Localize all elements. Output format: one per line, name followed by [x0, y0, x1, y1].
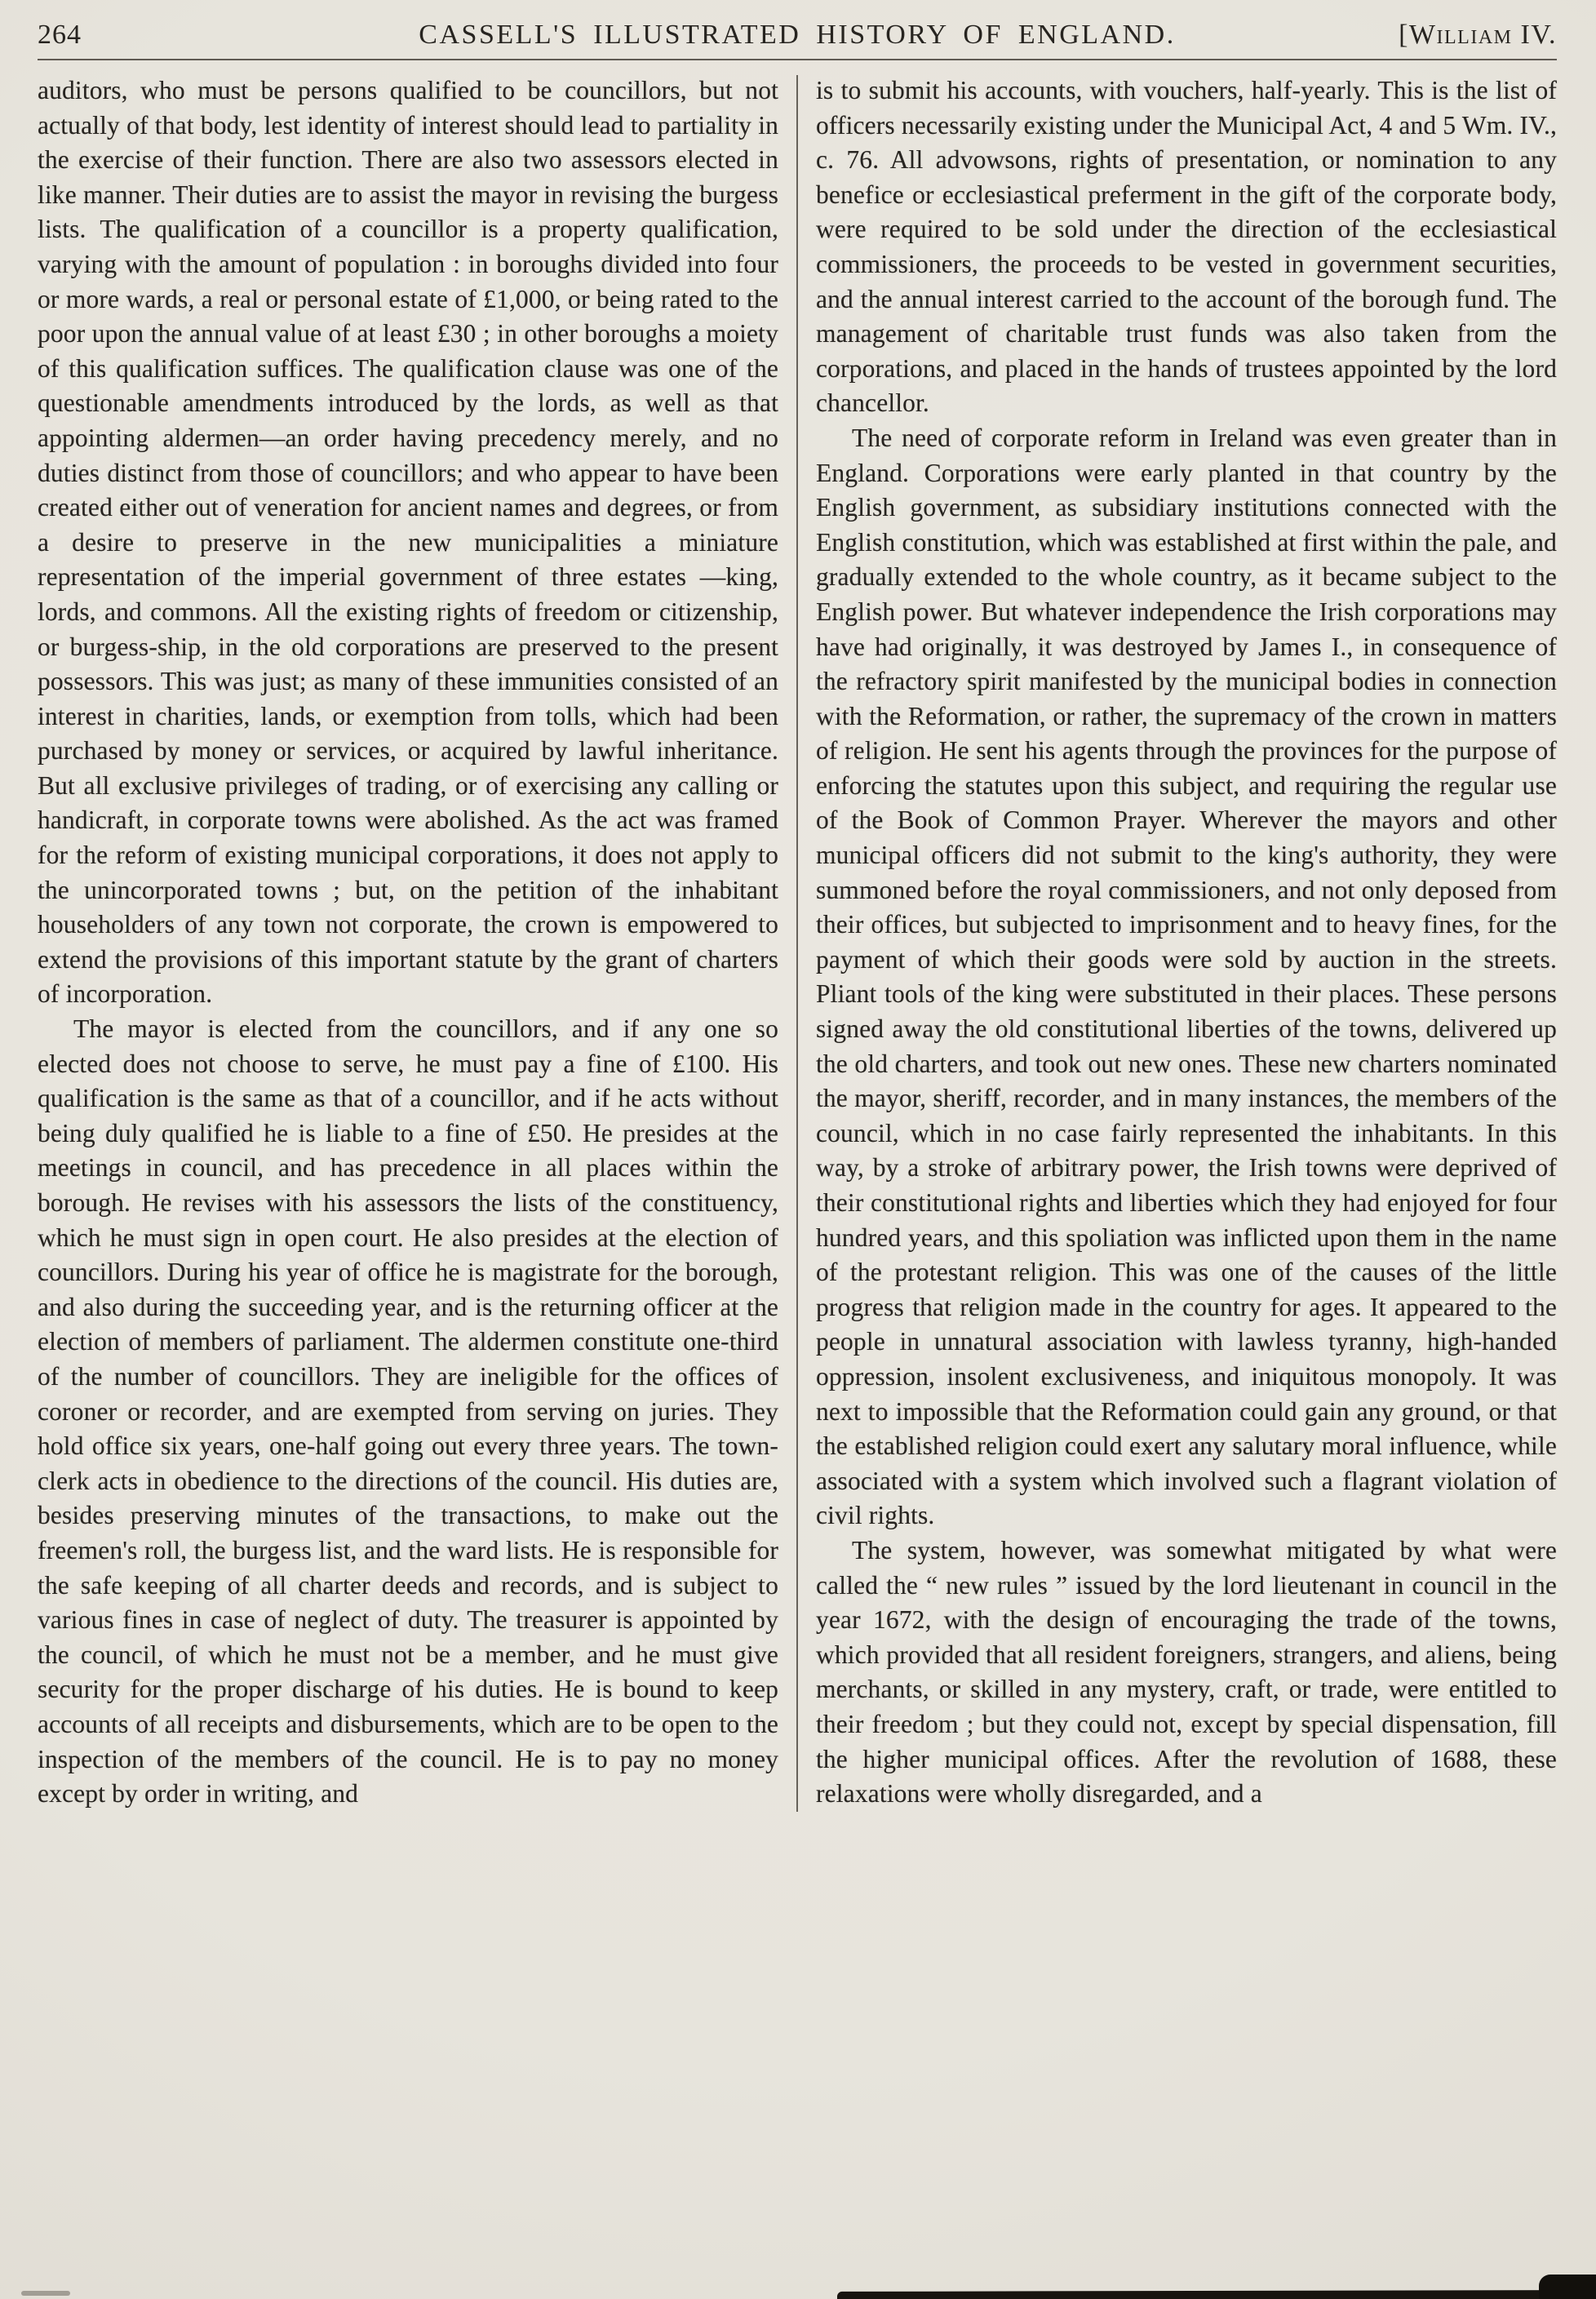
- page-header: [38, 20, 1557, 51]
- paragraph: The mayor is elected from the councillors, and if any one so elected does not choose to serve, he must pay a fine of £100. His qualification is the same as that of a councillor, and if he acts without being duly qualified he is liable to a fine of £50. He presides at the meetings in council, and has precedence in all places within the borough. He revises with his assessors the lists of the constituency, which he must sign in open court. He also presides at the election of councillors. During his year of office he is magistrate for the borough, and also during the succeeding year, and is the returning officer at the election of members of parliament. The aldermen constitute one-third of the number of councillors. They are ineligible for the offices of coroner or recorder, and are exempted from serving on juries. They hold office six years, one-half going out every three years. The town-clerk acts in obedience to the directions of the council. His duties are, besides preserving minutes of the transactions, to make out the freemen's roll, the burgess list, and the ward lists. He is responsible for the safe keeping of all charter deeds and records, and is subject to various fines in case of neglect of duty. The treasurer is appointed by the council, of which he must not be a member, and he must give security for the proper discharge of his duties. He is bound to keep accounts of all receipts and disbursements, which are to be open to the inspection of the members of the council. He is to pay no money except by order in writing, and: [38, 1014, 778, 1809]
- header-rule: [38, 59, 1557, 60]
- scan-artifact: [1539, 2275, 1596, 2299]
- running-head-right: [William IV.: [1399, 20, 1557, 50]
- book-title: CASSELL'S ILLUSTRATED HISTORY OF ENGLAND.: [419, 20, 1176, 50]
- paragraph: auditors, who must be persons qualified to be councillors, but not actually of that body, lest identity of interest should lead to partiality in the exercise of their function. There are also two assessors elected in like manner. Their duties are to assist the mayor in revising the burgess lists. The qualification of a councillor is a property qualification, varying with the amount of population : in boroughs divided into four or more wards, a real or personal estate of £1,000, or being rated to the poor upon the annual value of at least £30 ; in other boroughs a moiety of this qualification suffices. The qualification clause was one of the questionable amendments introduced by the lords, as well as that appointing aldermen—an order having precedency merely, and no duties distinct from those of councillors; and who appear to have been created either out of veneration for ancient names and degrees, or from a desire to preserve in the new municipalities a miniature representation of the imperial government of three estates —king, lords, and commons. All the existing rights of freedom or citizenship, or burgess-ship, in the old corporations are preserved to the present possessors. This was just; as many of these immunities consisted of an interest in charities, lands, or exemption from tolls, which had been purchased by money or services, or acquired by lawful inheritance. But all exclusive privileges of trading, or of exercising any calling or handicraft, in corporate towns were abolished. As the act was framed for the reform of existing municipal corporations, it does not apply to the unincorporated towns ; but, on the petition of the inhabitant householders of any town not corporate, the crown is empowered to extend the provisions of this important statute by the grant of charters of incorporation.: [38, 76, 778, 1009]
- right-column: [816, 73, 1557, 1812]
- column-divider: [796, 75, 798, 1812]
- paragraph: is to submit his accounts, with vouchers, half-yearly. This is the list of officers necessarily existing under the Municipal Act, 4 and 5 Wm. IV., c. 76. All advowsons, rights of presentation, or nomination to any benefice or ecclesiastical preferment in the gift of the corporate body, were required to be sold under the direction of the ecclesiastical commissioners, the proceeds to be vested in government securities, and the annual interest carried to the account of the borough fund. The management of charitable trust funds was also taken from the corporations, and placed in the hands of trustees appointed by the lord chancellor.: [816, 76, 1557, 418]
- scan-artifact: [21, 2291, 70, 2296]
- paragraph: The system, however, was somewhat mitigated by what were called the “ new rules ” issued by the lord lieutenant in council in the year 1672, with the design of encouraging the trade of the towns, which provided that all resident foreigners, strangers, and aliens, being merchants, or skilled in any mystery, craft, or trade, were entitled to their freedom ; but they could not, except by special dispensation, fill the higher municipal offices. After the revolution of 1688, these relaxations were wholly disregarded, and a: [816, 1535, 1557, 1809]
- left-column: [38, 73, 778, 1812]
- scan-artifact: [837, 2290, 1596, 2299]
- text-columns: [38, 73, 1557, 1812]
- paragraph: The need of corporate reform in Ireland was even greater than in England. Corporations were early planted in that country by the English government, as subsidiary institutions connected with the English constitution, which was established at first within the pale, and gradually extended to the whole country, as it became subject to the English power. But whatever independence the Irish corporations may have had originally, it was destroyed by James I., in consequence of the refractory spirit manifested by the municipal bodies in connection with the Reformation, or rather, the supremacy of the crown in matters of religion. He sent his agents through the provinces for the purpose of enforcing the statutes upon this subject, and requiring the regular use of the Book of Common Prayer. Wherever the mayors and other municipal officers did not submit to the king's authority, they were summoned before the royal commissioners, and not only deposed from their offices, but subjected to imprisonment and to heavy fines, for the payment of which their goods were sold by auction in the streets. Pliant tools of the king were substituted in their places. These persons signed away the old constitutional liberties of the towns, delivered up the old charters, and took out new ones. These new charters nominated the mayor, sheriff, recorder, and in many instances, the members of the council, which in no case fairly represented the inhabitants. In this way, by a stroke of arbitrary power, the Irish towns were deprived of their constitutional rights and liberties which they had enjoyed for four hundred years, and this spoliation was inflicted upon them in the name of the protestant religion. This was one of the causes of the little progress that religion made in the country for ages. It appeared to the people in unnatural association with lawless tyranny, high-handed oppression, insolent exclusiveness, and iniquitous monopoly. It was next to impossible that the Reformation could gain any ground, or that the established religion could exert any salutary moral influence, while associated with a system which involved such a flagrant violation of civil rights.: [816, 423, 1557, 1530]
- page-number: 264: [38, 20, 82, 50]
